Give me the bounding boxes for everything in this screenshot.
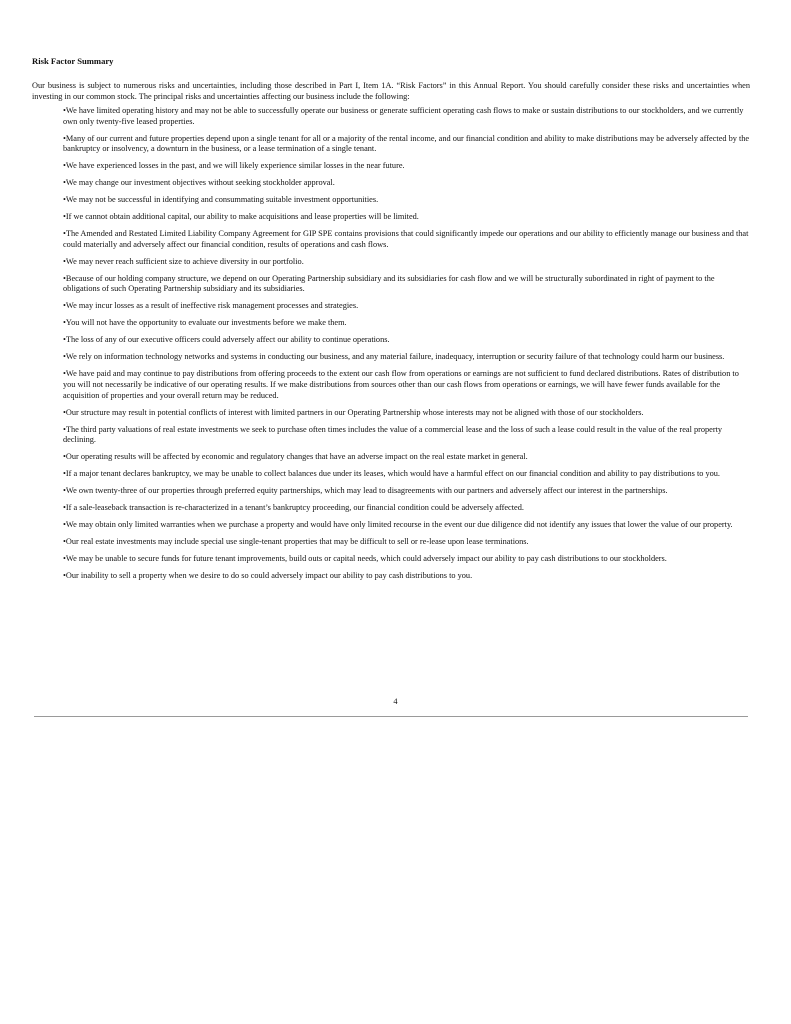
risk-factor-item: •Our structure may result in potential conflicts of interest with limited partners in our Operating Partnership whose interests may not be aligned with those of our stockholders. bbox=[63, 407, 644, 417]
risk-factor-item: •Many of our current and future properties depend upon a single tenant for all or a majority of the rental income, and our financial condition and ability to make distributions may be adversely affected by the bankruptcy or insolvency, a downturn in the business, or a lease termination of a single tenant. bbox=[63, 133, 750, 154]
risk-factor-item: •We may incur losses as a result of ineffective risk management processes and strategies. bbox=[63, 301, 359, 311]
risk-factor-item: •Because of our holding company structure, we depend on our Operating Partnership subsidiary and its subsidiaries for cash flow and we will be structurally subordinated in right of payment to the obligations of such Operating Partnership subsidiary and its subsidiaries. bbox=[63, 273, 715, 294]
risk-factor-item: •We have paid and may continue to pay distributions from offering proceeds to the extent our cash flow from operations or earnings are not sufficient to fund declared distributions. Rates of distribution to you will not necessarily be indicative of our operating results. If we make distributions from sources other than our cash flows from operations or earnings, we will have fewer funds available for the acquisition of properties and your overall return may be reduced. bbox=[63, 369, 739, 400]
risk-factor-item: •We may be unable to secure funds for future tenant improvements, build outs or capital needs, which could adversely impact our ability to pay cash distributions to our stockholders. bbox=[63, 554, 667, 563]
risk-factor-item: •We may obtain only limited warranties when we purchase a property and would have only limited recourse in the event our due diligence did not identify any issues that lower the value of our property. bbox=[63, 520, 733, 530]
section-heading: Risk Factor Summary bbox=[32, 56, 114, 66]
risk-factor-item: •You will not have the opportunity to evaluate our investments before we make them. bbox=[63, 318, 347, 328]
risk-factor-item: •If we cannot obtain additional capital, our ability to make acquisitions and lease properties will be limited. bbox=[63, 212, 419, 222]
risk-factor-item: •Our real estate investments may include special use single-tenant properties that may be difficult to sell or re-lease upon lease terminations. bbox=[63, 537, 529, 547]
risk-factor-item: •If a sale-leaseback transaction is re-characterized in a tenant’s bankruptcy proceeding, our financial condition could be adversely affected. bbox=[63, 503, 524, 513]
risk-factor-item: •We have limited operating history and may not be able to successfully operate our business or generate sufficient operating cash flows to make or sustain distributions to our stockholders, and we currently own only twenty-five leased properties. bbox=[63, 106, 744, 126]
risk-factor-item: •We may never reach sufficient size to achieve diversity in our portfolio. bbox=[63, 256, 304, 266]
risk-factor-list bbox=[32, 106, 750, 581]
risk-factor-item: •Our inability to sell a property when we desire to do so could adversely impact our ability to pay cash distributions to you. bbox=[63, 570, 473, 580]
risk-factor-item: •The loss of any of our executive officers could adversely affect our ability to continue operations. bbox=[63, 335, 390, 345]
risk-factor-item: •We have experienced losses in the past, and we will likely experience similar losses in the near future. bbox=[63, 161, 405, 171]
risk-factor-item: •If a major tenant declares bankruptcy, we may be unable to collect balances due under its leases, which would have a harmful effect on our financial condition and ability to pay distributions to you. bbox=[63, 469, 720, 479]
risk-factor-item: •We may change our investment objectives without seeking stockholder approval. bbox=[63, 178, 335, 188]
document-page bbox=[32, 56, 750, 588]
risk-factor-item: •We own twenty-three of our properties through preferred equity partnerships, which may lead to disagreements with our partners and adversely affect our interest in the partnerships. bbox=[63, 486, 668, 496]
intro-paragraph: Our business is subject to numerous risks and uncertainties, including those described in Part I, Item 1A. “Risk Factors” in this Annual Report. You should carefully consider these risks and uncertainties when investing in our common stock. The principal risks and uncertainties affecting our business include the following: bbox=[32, 81, 750, 101]
risk-factor-item: •The Amended and Restated Limited Liability Company Agreement for GIP SPE contains provisions that could significantly impede our operations and our ability to efficiently manage our business and that could materially and adversely affect our financial condition, results of operations and cash flows. bbox=[63, 229, 749, 249]
risk-factor-item: •We may not be successful in identifying and consummating suitable investment opportunities. bbox=[63, 195, 379, 205]
risk-factor-item: •Our operating results will be affected by economic and regulatory changes that have an adverse impact on the real estate market in general. bbox=[63, 452, 528, 462]
risk-factor-item: •We rely on information technology networks and systems in conducting our business, and any material failure, inadequacy, interruption or security failure of that technology could harm our business. bbox=[63, 352, 725, 362]
page-divider bbox=[34, 716, 748, 717]
page-number: 4 bbox=[393, 697, 398, 706]
risk-factor-item: •The third party valuations of real estate investments we seek to purchase often times includes the value of a commercial lease and the loss of such a lease could result in the value of the real property declining. bbox=[63, 424, 723, 445]
